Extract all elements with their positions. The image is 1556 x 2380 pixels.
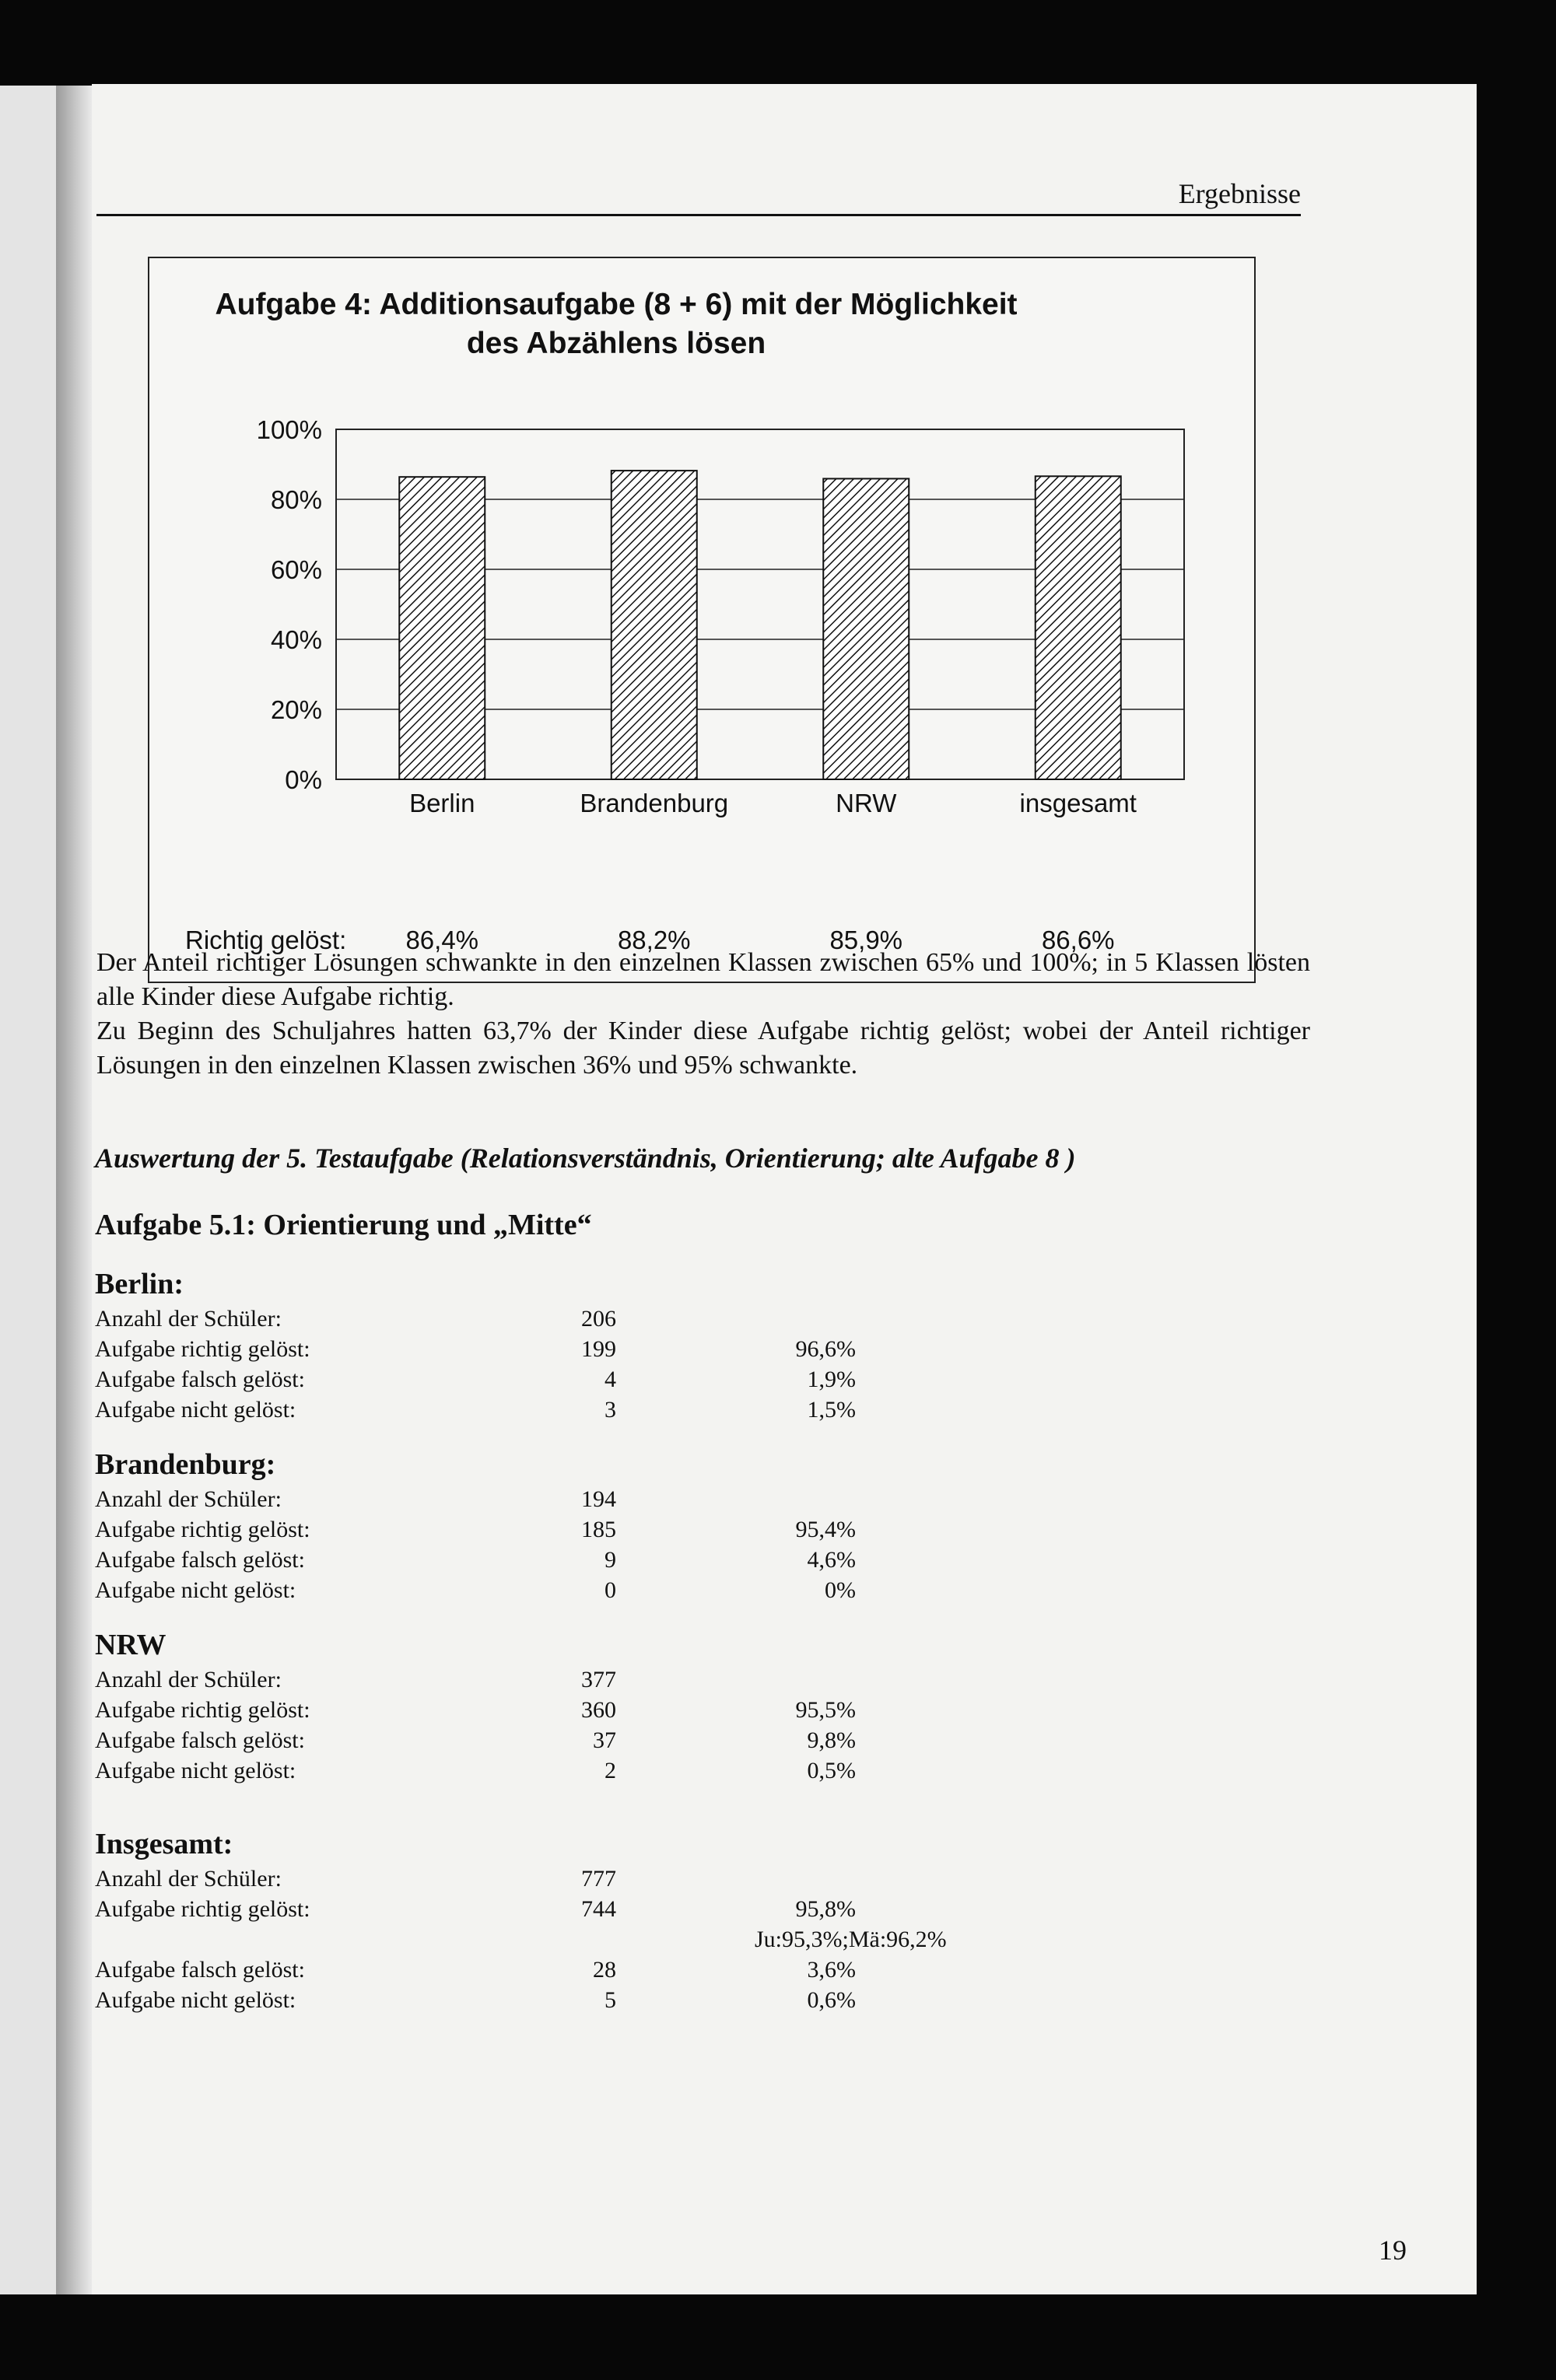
bar-chart: [148, 257, 1256, 983]
row-label: Aufgabe falsch gelöst:: [95, 1547, 305, 1573]
y-tick-label: 100%: [256, 415, 322, 444]
result-row: [95, 1725, 1184, 1755]
row-count: 199: [581, 1336, 616, 1362]
book-gutter: [56, 86, 95, 2294]
y-tick-label: 60%: [270, 555, 322, 584]
row-count: 206: [581, 1306, 616, 1332]
y-tick-label: 0%: [285, 765, 322, 794]
result-row: [95, 1894, 1184, 1924]
result-row: [95, 1985, 1184, 2015]
category-label: NRW: [836, 789, 897, 817]
result-row: [95, 1484, 1184, 1514]
value-label: 88,2%: [617, 926, 691, 954]
row-label: Anzahl der Schüler:: [95, 1306, 282, 1332]
result-row: [95, 1755, 1184, 1786]
results-insgesamt: [95, 1825, 1184, 2015]
y-tick-label: 20%: [270, 695, 322, 724]
row-count: 37: [593, 1727, 616, 1753]
paragraph-2: Zu Beginn des Schuljahres hatten 63,7% der Kinder diese Aufgabe richtig gelöst; wobei der Anteil richtiger Lösungen in den einzelnen Klassen zwischen 36% und 95% schwankte.: [96, 1017, 1310, 1080]
row-count: 5: [605, 1987, 616, 2013]
row-percent: 0,6%: [807, 1987, 856, 2013]
gender-breakdown: Ju:95,3%;Mä:96,2%: [755, 1927, 947, 1952]
row-percent: 1,5%: [807, 1397, 856, 1423]
result-row: [95, 1924, 1184, 1955]
row-count: 360: [581, 1697, 616, 1723]
row-label: Aufgabe nicht gelöst:: [95, 1577, 296, 1603]
paragraph-1: Der Anteil richtiger Lösungen schwankte in den einzelnen Klassen zwischen 65% und 100%; in 5 Klassen lösten alle Kinder diese Aufgabe richtig.: [96, 948, 1310, 1011]
row-label: Aufgabe nicht gelöst:: [95, 1987, 296, 2013]
book-page: [92, 84, 1477, 2294]
value-label: 86,4%: [405, 926, 479, 954]
results-brandenburg: [95, 1445, 1184, 1605]
row-label: Aufgabe falsch gelöst:: [95, 1367, 305, 1392]
results-berlin: [95, 1265, 1184, 1425]
row-percent: 4,6%: [807, 1547, 856, 1573]
row-label: Aufgabe richtig gelöst:: [95, 1697, 310, 1723]
row-count: 2: [605, 1758, 616, 1783]
row-count: 28: [593, 1957, 616, 1983]
row-count: 194: [581, 1486, 616, 1512]
group-title: NRW: [95, 1629, 166, 1661]
row-label: Aufgabe richtig gelöst:: [95, 1336, 310, 1362]
result-row: [95, 1955, 1184, 1985]
row-count: 3: [605, 1397, 616, 1423]
header-rule: [96, 214, 1301, 216]
row-percent: 9,8%: [807, 1727, 856, 1753]
bar-insgesamt: [1036, 476, 1121, 779]
value-label: 85,9%: [829, 926, 903, 954]
y-tick-label: 40%: [270, 625, 322, 654]
row-label: Anzahl der Schüler:: [95, 1866, 282, 1892]
row-percent: 95,8%: [795, 1896, 856, 1922]
subsection-title: Aufgabe 5.1: Orientierung und „Mitte“: [95, 1209, 592, 1241]
row-count: 777: [581, 1866, 616, 1892]
result-row: [95, 1395, 1184, 1425]
category-label: Brandenburg: [580, 789, 729, 817]
row-count: 4: [605, 1367, 616, 1392]
row-percent: 0%: [825, 1577, 856, 1603]
row-percent: 0,5%: [807, 1758, 856, 1783]
row-count: 744: [581, 1896, 616, 1922]
row-count: 0: [605, 1577, 616, 1603]
group-title: Brandenburg:: [95, 1448, 276, 1481]
row-label: Aufgabe richtig gelöst:: [95, 1896, 310, 1922]
bar-nrw: [823, 478, 909, 779]
richtig-geloest-label: Richtig gelöst:: [185, 926, 347, 954]
group-title: Insgesamt:: [95, 1828, 233, 1860]
row-percent: 3,6%: [807, 1957, 856, 1983]
row-label: Anzahl der Schüler:: [95, 1667, 282, 1692]
row-count: 185: [581, 1517, 616, 1542]
row-count: 377: [581, 1667, 616, 1692]
result-row: [95, 1864, 1184, 1894]
result-row: [95, 1575, 1184, 1605]
y-tick-label: 80%: [270, 485, 322, 514]
row-label: Aufgabe falsch gelöst:: [95, 1727, 305, 1753]
page-number: 19: [1379, 2235, 1407, 2266]
result-row: [95, 1545, 1184, 1575]
bar-brandenburg: [612, 471, 697, 779]
result-row: [95, 1364, 1184, 1395]
result-row: [95, 1664, 1184, 1695]
bar-berlin: [399, 477, 485, 779]
result-row: [95, 1304, 1184, 1334]
category-label: insgesamt: [1019, 789, 1137, 817]
chart-svg: [149, 258, 1254, 982]
row-label: Anzahl der Schüler:: [95, 1486, 282, 1512]
row-percent: 1,9%: [807, 1367, 856, 1392]
running-header: Ergebnisse: [1178, 178, 1301, 209]
row-percent: 96,6%: [795, 1336, 856, 1362]
result-row: [95, 1514, 1184, 1545]
result-row: [95, 1695, 1184, 1725]
row-label: Aufgabe nicht gelöst:: [95, 1758, 296, 1783]
row-label: Aufgabe nicht gelöst:: [95, 1397, 296, 1423]
section-title: Auswertung der 5. Testaufgabe (Relationsverständnis, Orientierung; alte Aufgabe 8 ): [95, 1143, 1076, 1174]
row-label: Aufgabe falsch gelöst:: [95, 1957, 305, 1983]
results-nrw: [95, 1626, 1184, 1786]
chart-title-line1: Aufgabe 4: Additionsaufgabe (8 + 6) mit der Möglichkeit: [215, 288, 1018, 321]
row-count: 9: [605, 1547, 616, 1573]
row-percent: 95,4%: [795, 1517, 856, 1542]
value-label: 86,6%: [1041, 926, 1115, 954]
category-label: Berlin: [409, 789, 475, 817]
group-title: Berlin:: [95, 1268, 184, 1300]
row-percent: 95,5%: [795, 1697, 856, 1723]
result-row: [95, 1334, 1184, 1364]
chart-title-line2: des Abzählens lösen: [466, 327, 766, 360]
row-label: Aufgabe richtig gelöst:: [95, 1517, 310, 1542]
